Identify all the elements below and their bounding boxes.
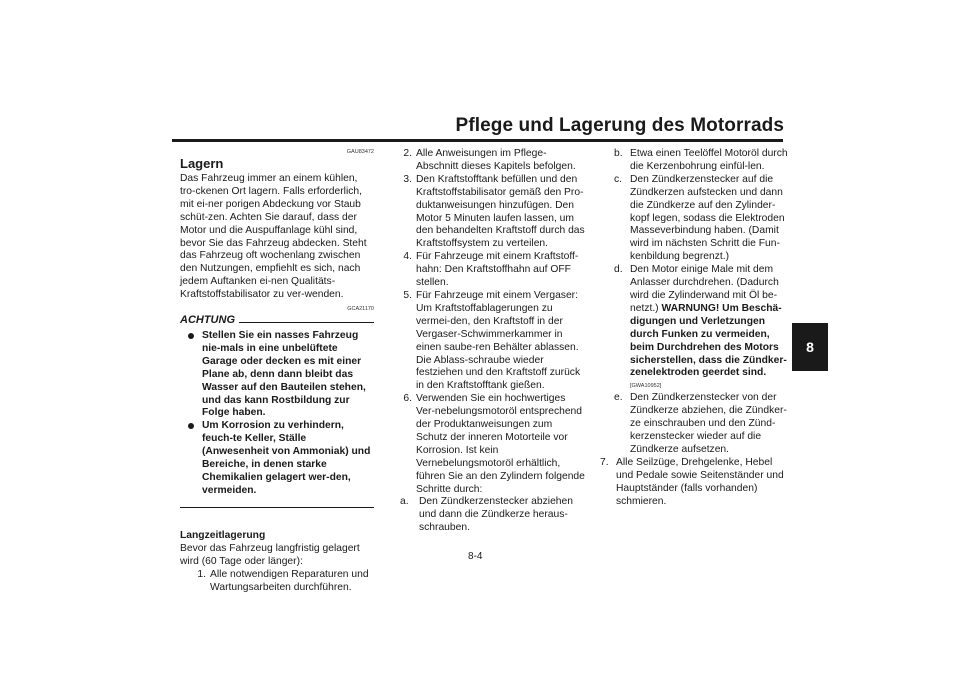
list-text: Alle notwendigen Reparaturen und Wartungsarbeiten durchführen. [210,568,369,593]
reference-code: [GWA10952] [630,383,662,390]
long-term-intro: Bevor das Fahrzeug langfristig gelagert wird (60 Tage oder länger): [180,543,360,568]
intro-paragraph: Das Fahrzeug immer an einem kühlen, tro-ckenen Ort lagern. Falls erforderlich, mit ei-ner porigen Abdeckung vor Staub schüt-zen. Achten Sie darauf, dass der Motor und die Auspuffanlage kühl sind, bevor Sie das Fahrzeug abdecken. Steht das Fahrzeug oft wochenlang zwischen den Nutzungen, empfiehlt es sich, nach jedem Auftanken ei-nen Qualitäts-Kraftstoffstabilisator zu ver-wenden. [180,173,367,301]
caution-label: ACHTUNG [180,314,235,327]
caution-list [180,330,374,498]
chapter-tab: 8 [792,323,828,371]
list-number: 7. [600,456,609,468]
sub-list-item [600,392,790,457]
bullet-icon [188,423,194,429]
list-number: 3. [403,173,412,185]
list-number: 6. [403,393,412,405]
list-number: 5. [403,289,412,301]
caution-bullet: Stellen Sie ein nasses Fahrzeug nie-mals in eine unbelüftete Garage oder decken es mit einer Plane ab, denn dann bleibt das Wasser auf den Bauteilen stehen, und das kann Rostbildung zur Folge haben. [180,330,374,420]
list-item [600,457,790,509]
list-text: Verwenden Sie ein hochwertiges Ver-nebelungsmotoröl entsprechend der Produktanweisungen zum Schutz der inneren Motorteile vor Korrosion. Ist kein Vernebelungsmotoröl erhältlich, führen Sie an den Zylindern folgende Schritte durch: [416,393,585,495]
list-text: Den Kraftstofftank befüllen und den Kraftstoffstabilisator gemäß den Pro-duktanweisungen hinzufügen. Den Motor 5 Minuten laufen lassen, um den behandelten Kraftstoff durch das Kraftstoffsystem zu verteilen. [416,173,585,250]
warning-text: WARNUNG! Um Beschä-digungen und Verletzungen durch Funken zu vermeiden, beim Durchdrehen des Motors sicherstellen, dass die Zündker-zenelektroden geerdet sind. [630,302,787,379]
column-2 [394,148,586,535]
list-number: 1. [197,568,206,580]
column-3 [600,148,790,508]
caution-header [180,314,374,327]
caution-bullet: Um Korrosion zu verhindern, feuch-te Keller, Ställe (Anwesenheit von Ammoniak) und Bereiche, in denen starke Chemikalien gelagert wer-den, vermeiden. [180,420,374,497]
list-text: Alle Seilzüge, Drehgelenke, Hebel und Pedale sowie Seitenständer und Hauptständer (falls vorhanden) schmieren. [616,456,784,507]
reference-code: GAU83472 [346,149,374,155]
sub-list-item [394,496,586,535]
list-text: Alle Anweisungen im Pflege-Abschnitt dieses Kapitels befolgen. [416,148,576,172]
sub-list-text: Den Zündkerzenstecker auf die Zündkerzen aufstecken und dann die Zündkerze auf den Zylinder-kopf legen, sodass die Elektroden Masseverbindung haben. (Damit wird im nächsten Schritt die Fun-kenbildung begrenzt.) [630,173,785,263]
sub-list-item [600,264,790,380]
page-header-title: Pflege und Lagerung des Motorrads [455,115,784,136]
header-rule [172,139,783,142]
list-text: Für Fahrzeuge mit einem Vergaser: Um Kraftstoffablagerungen zu vermei-den, den Kraftstoff in der Vergaser-Schwimmerkammer in einen saube-ren Behälter ablassen. Die Ablass-schraube wieder festziehen und den Kraftstoff zurück in den Kraftstofftank gießen. [416,289,581,392]
sub-list-text: Etwa einen Teelöffel Motoröl durch die Kerzenbohrung einfül-len. [630,148,788,172]
list-number: 2. [403,148,412,159]
sub-list-letter: e. [614,392,623,404]
sub-list-text: Den Motor einige Male mit dem Anlasser durchdrehen. (Dadurch wird die Zylinderwand mit Öl be-netzt.) [630,264,779,314]
list-item [394,393,586,496]
list-item [394,148,586,174]
caution-rule [239,322,374,324]
sub-list-letter: c. [614,173,623,185]
sub-list-text: Den Zündkerzenstecker von der Zündkerze abziehen, die Zündker-ze einschrauben und den Zünd-kerzenstecker wieder auf die Zündkerze aufsetzen. [630,392,787,455]
sub-list-letter: b. [614,148,623,159]
sub-list-item [600,174,790,264]
column-1 [180,148,374,595]
sub-list-item [600,148,790,174]
sub-list-text: Den Zündkerzenstecker abziehen und dann die Zündkerze heraus-schrauben. [419,496,573,534]
list-number: 4. [403,251,412,263]
section-heading: Lagern [180,156,224,171]
sub-list-letter: a. [400,496,409,508]
list-item [394,174,586,251]
list-item [188,569,374,595]
list-item [394,251,586,290]
bullet-icon [188,333,194,339]
reference-code: GCA21170 [347,306,374,313]
page-number: 8-4 [468,551,483,562]
caution-end-rule [180,507,374,509]
sub-list-letter: d. [614,264,623,276]
subsection-heading: Langzeitlagerung [180,530,266,542]
list-item [394,290,586,393]
list-text: Für Fahrzeuge mit einem Kraftstoff-hahn: Den Kraftstoffhahn auf OFF stellen. [416,251,579,289]
